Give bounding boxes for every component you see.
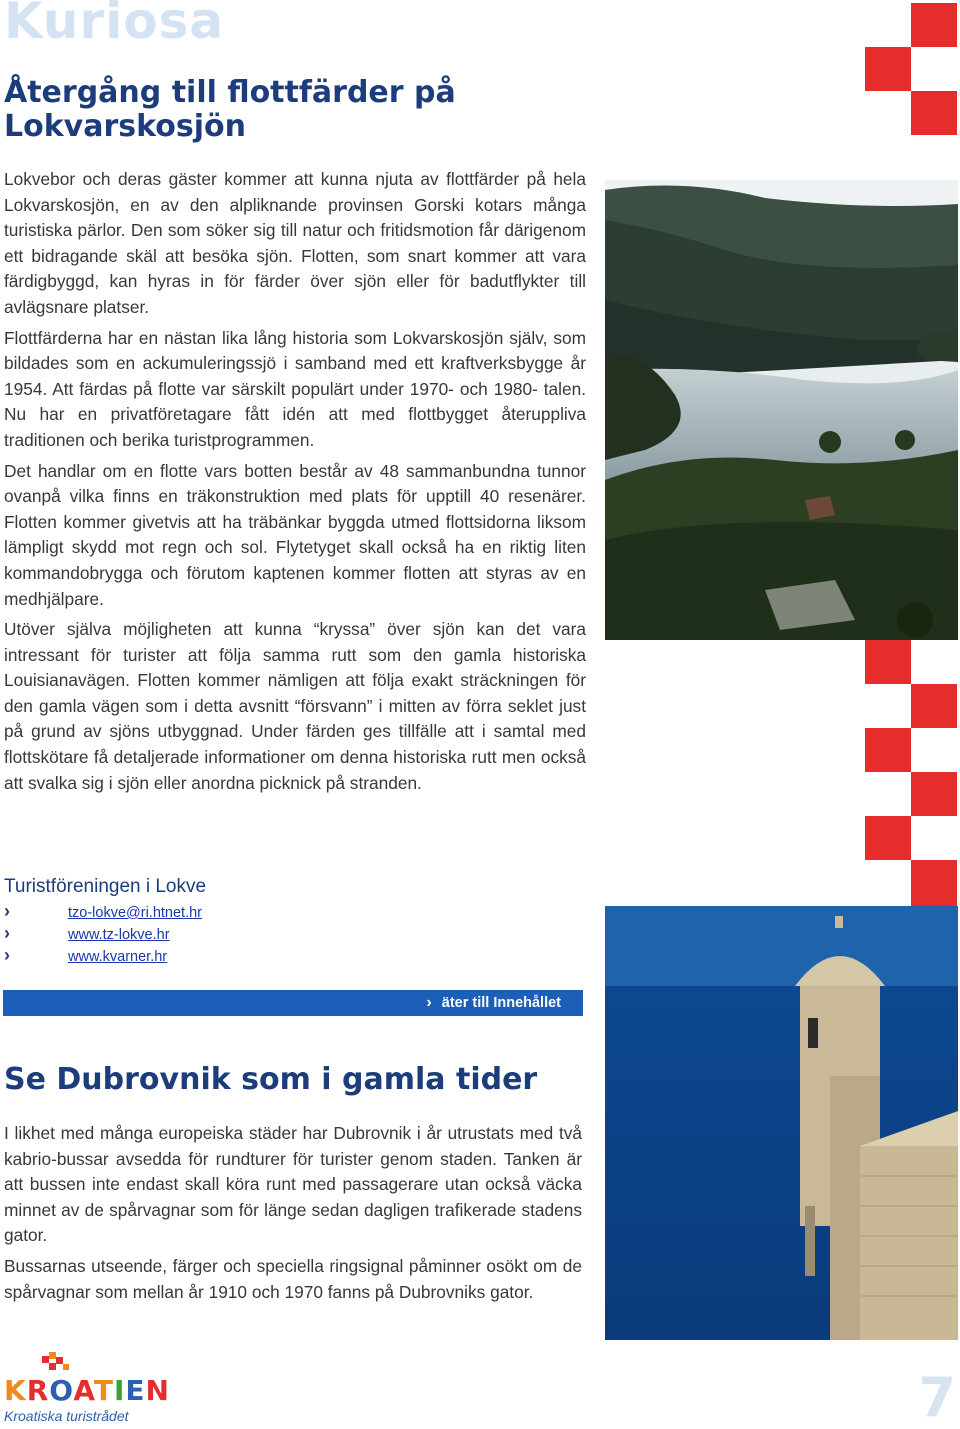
contact-org-name: Turistföreningen i Lokve	[4, 876, 207, 897]
article-paragraph: Flottfärderna har en nästan lika lång historia som Lokvarskosjön själv, som bildades som en ackumuleringssjö i samband med ett kraftverksbygge år 1954. Att färdas på flotte var särskilt populärt under 1970- och 1980- talen. Nu har en privatföretagare fått idén att med flottbygget återuppliva traditionen och berika turistprogrammen.	[4, 327, 586, 450]
website-link-kvarner[interactable]: www.kvarner.hr	[68, 949, 168, 965]
chevron-right-icon: ›	[4, 923, 10, 943]
contact-link-item	[4, 922, 202, 944]
back-to-contents-label: äter till Innehållet	[441, 995, 561, 1011]
website-link-tz-lokve[interactable]: www.tz-lokve.hr	[68, 927, 170, 943]
logo-mark-icon	[40, 1352, 74, 1376]
check-square	[911, 3, 957, 47]
article-paragraph: Det handlar om en flotte vars botten består av 48 sammanbundna tunnor ovanpå vilka finns en träkonstruktion med plats för upptill 40 resenärer. Flotten kommer givetvis att ha träbänkar byggda utmed flottsidorna liksom lämpligt skydd mot regn och sol. Flytetyget skall också ha en riktig liten kommandobrygga och förutom kaptenen kommer flotten att styras av en medhjälpare.	[4, 460, 586, 609]
article-body-lokvarskosjon	[4, 167, 586, 801]
article-title-dubrovnik: Se Dubrovnik som i gamla tider	[4, 1062, 538, 1097]
article-paragraph: Bussarnas utseende, färger och speciella ringsignal påminner osökt om de spårvagnar som mellan år 1910 och 1970 fanns på Dubrovniks gator.	[4, 1255, 582, 1302]
check-square	[911, 91, 957, 135]
lake-photo	[605, 180, 958, 640]
dubrovnik-photo	[605, 906, 958, 1340]
check-square	[865, 47, 911, 91]
article-paragraph: I likhet med många europeiska städer har Dubrovnik i år utrustats med två kabrio-bussar avsedda för rundturer för turister genom staden. Tanken är att bussen inte endast skall köra runt med passagerare utan också väcka minnet av de spårvagnar som för länge sedan dagligen trafikerade stadens gator.	[4, 1123, 582, 1246]
article-paragraph: Utöver själva möjligheten att kunna “kryssa” över sjön kan det vara intressant för turister att följa samma rutt som den gamla historiska Louisianavägen. Flotten kommer nämligen att följa exakt sträckningen för den gamla vägen som i detta avsnitt “försvann” i mitten av förra seklet just på grund av sjöns utbyggnad. Under färden ges tillfälle att i samtal med flottskötare få detaljerade informationer om denna historiska rutt men också att svalka sig i sjön eller anordna picknick på stranden.	[4, 619, 586, 793]
check-square	[865, 640, 911, 684]
contact-link-item	[4, 944, 202, 966]
check-square	[911, 684, 957, 728]
logo-tagline: Kroatiska turistrådet	[4, 1408, 129, 1424]
article-paragraph: Lokvebor och deras gäster kommer att kunna njuta av flottfärder på hela Lokvarskosjön, en av den alpliknande provinsen Gorski kotars många turistiska pärlor. Den som söker sig till natur och fritidsmotion får därigenom ett bidragande skäl att besöka sjön. Flotten, som snart kommer att vara färdigbyggd, kan hyras in för färder över sjön eller för badutflykter till avlägsnare platser.	[4, 169, 586, 317]
check-square	[865, 816, 911, 860]
article-body-dubrovnik	[4, 1121, 582, 1310]
check-square	[911, 772, 957, 816]
contact-links	[4, 900, 202, 966]
chevron-right-icon: ›	[4, 945, 10, 965]
check-square	[865, 728, 911, 772]
logo-wordmark: KROATIEN	[4, 1374, 170, 1407]
page-number: 7	[918, 1366, 956, 1429]
contact-link-item	[4, 900, 202, 922]
section-label: Kuriosa	[4, 0, 225, 50]
kroatien-logo	[4, 1352, 170, 1427]
back-to-contents-button[interactable]	[3, 990, 583, 1016]
chevron-right-icon: ›	[426, 994, 432, 1011]
email-link[interactable]: tzo-lokve@ri.htnet.hr	[68, 905, 202, 921]
article-title-lokvarskosjon: Återgång till flottfärder på Lokvarskosjön	[4, 75, 456, 144]
check-square	[911, 860, 957, 906]
chevron-right-icon: ›	[4, 901, 10, 921]
